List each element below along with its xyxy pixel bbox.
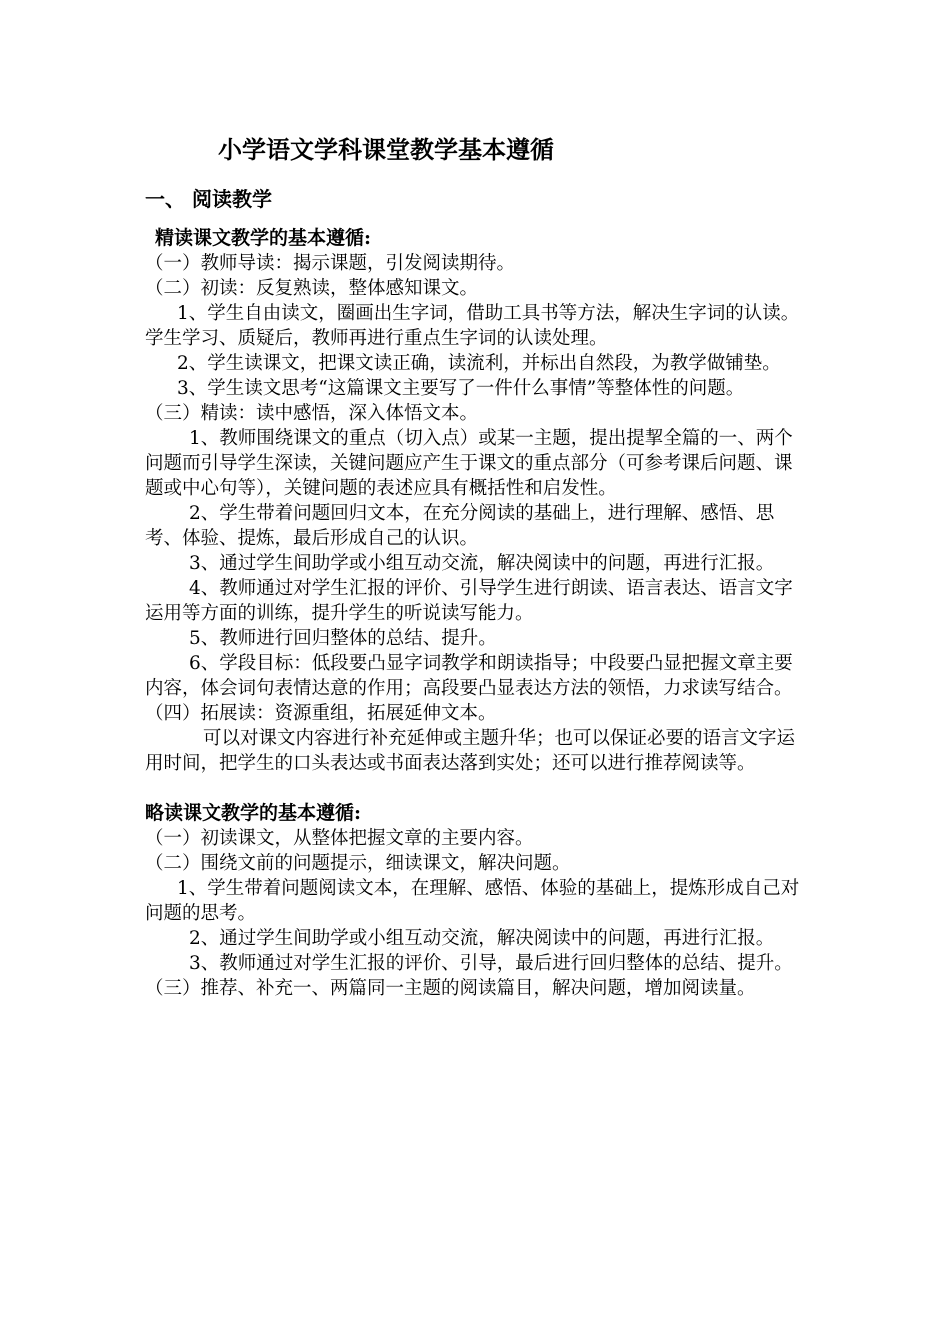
spacer <box>145 776 810 801</box>
paragraph: 4、教师通过对学生汇报的评价、引导学生进行朗读、语言表达、语言文字运用等方面的训练，提升学生的听说读写能力。 <box>145 578 793 624</box>
paragraph: 3、教师通过对学生汇报的评价、引导，最后进行回归整体的总结、提升。 <box>189 953 793 974</box>
section-heading: 一、 阅读教学 <box>145 187 272 211</box>
paragraph: 2、学生读课文，把课文读正确，读流利，并标出自然段，为教学做铺垫。 <box>177 353 781 374</box>
paragraph: 2、通过学生间助学或小组互动交流，解决阅读中的问题，再进行汇报。 <box>189 928 775 949</box>
subheading-skim: 略读课文教学的基本遵循: <box>145 802 362 824</box>
paragraph: 3、通过学生间助学或小组互动交流，解决阅读中的问题，再进行汇报。 <box>189 553 775 574</box>
paragraph: （三）精读：读中感悟，深入体悟文本。 <box>145 403 479 424</box>
paragraph: （一）教师导读：揭示课题，引发阅读期待。 <box>145 253 516 274</box>
paragraph: 5、教师进行回归整体的总结、提升。 <box>189 628 497 649</box>
paragraph: （一）初读课文，从整体把握文章的主要内容。 <box>145 828 534 849</box>
paragraph: （三）推荐、补充一、两篇同一主题的阅读篇目，解决问题，增加阅读量。 <box>145 978 756 999</box>
paragraph: 6、学段目标：低段要凸显字词教学和朗读指导；中段要凸显把握文章主要内容，体会词句表情达意的作用；高段要凸显表达方法的领悟，力求读写结合。 <box>145 653 793 699</box>
paragraph: 1、教师围绕课文的重点（切入点）或某一主题，提出提挈全篇的一、两个问题而引导学生深读，关键问题应产生于课文的重点部分（可参考课后问题、课题或中心句等），关键问题的表述应具有概括性和启发性。 <box>145 428 793 499</box>
document-body <box>145 226 810 1001</box>
paragraph: 1、学生自由读文，圈画出生字词，借助工具书等方法，解决生字词的认读。学生学习、质疑后，教师再进行重点生字词的认读处理。 <box>145 303 800 349</box>
page-title: 小学语文学科课堂教学基本遵循 <box>218 135 554 164</box>
paragraph: 2、学生带着问题回归文本，在充分阅读的基础上，进行理解、感悟、思考、体验、提炼，最后形成自己的认识。 <box>145 503 775 549</box>
paragraph: （二）初读：反复熟读，整体感知课文。 <box>145 278 479 299</box>
paragraph: （二）围绕文前的问题提示，细读课文，解决问题。 <box>145 853 571 874</box>
paragraph: （四）拓展读：资源重组，拓展延伸文本。 <box>145 703 497 724</box>
subheading-intensive: 精读课文教学的基本遵循: <box>155 227 372 249</box>
paragraph: 3、学生读文思考“这篇课文主要写了一件什么事情”等整体性的问题。 <box>177 378 745 399</box>
paragraph: 可以对课文内容进行补充延伸或主题升华；也可以保证必要的语言文字运用时间，把学生的口头表达或书面表达落到实处；还可以进行推荐阅读等。 <box>145 728 796 774</box>
paragraph: 1、学生带着问题阅读文本，在理解、感悟、体验的基础上，提炼形成自己对问题的思考。 <box>145 878 800 924</box>
